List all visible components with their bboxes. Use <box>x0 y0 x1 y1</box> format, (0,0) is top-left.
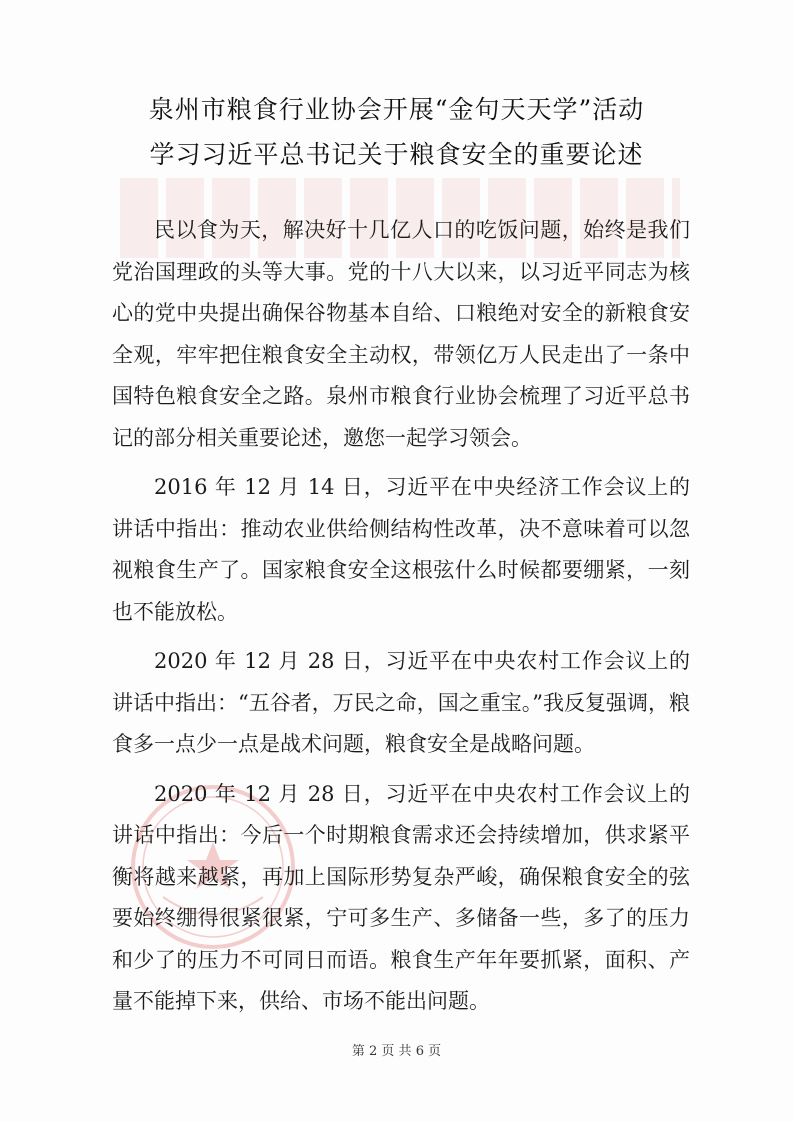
document-title-line-1: 泉州市粮食行业协会开展“金句天天学”活动 <box>148 95 645 124</box>
document-title-line-2: 学习习近平总书记关于粮食安全的重要论述 <box>149 140 644 169</box>
paragraph-quote-2020-b: 2020 年 12 月 28 日，习近平在中央农村工作会议上的讲话中指出：今后一个时期粮食需求还会持续增加，供求紧平衡将越来越紧，再加上国际形势复杂严峻，确保粮食安全的弦要始终绷得很紧很紧，宁可多生产、多储备一些，多了的压力和少了的压力不可同日而语。粮食生产年年要抓紧，面积、产量不能掉下来，供给、市场不能出问题。 <box>112 781 690 1013</box>
document-body <box>112 210 690 1031</box>
paragraph-quote-2016: 2016 年 12 月 14 日，习近平在中央经济工作会议上的讲话中指出：推动农业供给侧结构性改革，决不意味着可以忽视粮食生产了。国家粮食安全这根弦什么时候都要绷紧，一刻也不能放松。 <box>112 475 690 624</box>
paragraph-intro: 民以食为天，解决好十几亿人口的吃饭问题，始终是我们党治国理政的头等大事。党的十八大以来，以习近平同志为核心的党中央提出确保谷物基本自给、口粮绝对安全的新粮食安全观，牢牢把住粮食安全主动权，带领亿万人民走出了一条中国特色粮食安全之路。泉州市粮食行业协会梳理了习近平总书记的部分相关重要论述，邀您一起学习领会。 <box>112 218 690 450</box>
page-footer: 第 2 页 共 6 页 <box>351 1044 442 1059</box>
paragraph-quote-2020-a: 2020 年 12 月 28 日，习近平在中央农村工作会议上的讲话中指出：“五谷者，万民之命，国之重宝。”我反复强调，粮食多一点少一点是战术问题，粮食安全是战略问题。 <box>112 649 690 756</box>
